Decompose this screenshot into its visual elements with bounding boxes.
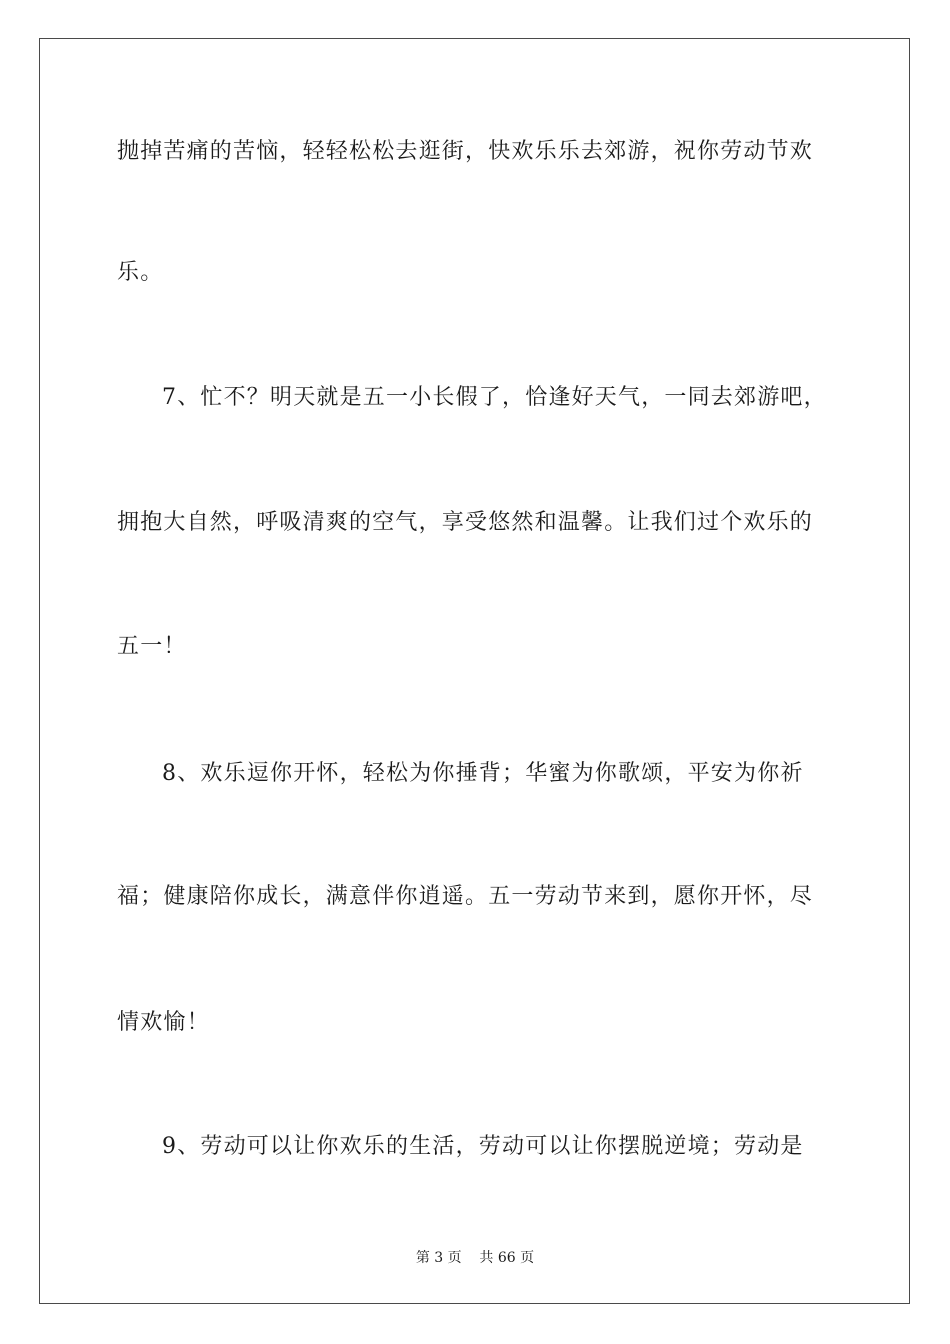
text-line-8: 情欢愉！ [117,1010,210,1035]
page-number-footer: 第 3 页 共 66 页 [415,1250,535,1266]
text-line-9: 9、劳动可以让你欢乐的生活，劳动可以让你摆脱逆境；劳动是 [162,1134,804,1159]
text-line-7: 福；健康陪你成长，满意伴你逍遥。五一劳动节来到，愿你开怀，尽 [117,884,814,909]
text-line-5: 五一！ [117,634,187,659]
text-line-2: 乐。 [117,260,164,285]
text-line-1: 抛掉苦痛的苦恼，轻轻松松去逛街，快欢乐乐去郊游，祝你劳动节欢 [117,139,814,164]
text-line-4: 拥抱大自然，呼吸清爽的空气，享受悠然和温馨。让我们过个欢乐的 [117,510,814,535]
text-line-6: 8、欢乐逗你开怀，轻松为你捶背；华蜜为你歌颂，平安为你祈 [162,761,804,786]
page-border [39,38,910,1304]
text-line-3: 7、忙不？明天就是五一小长假了，恰逢好天气，一同去郊游吧， [162,385,827,410]
